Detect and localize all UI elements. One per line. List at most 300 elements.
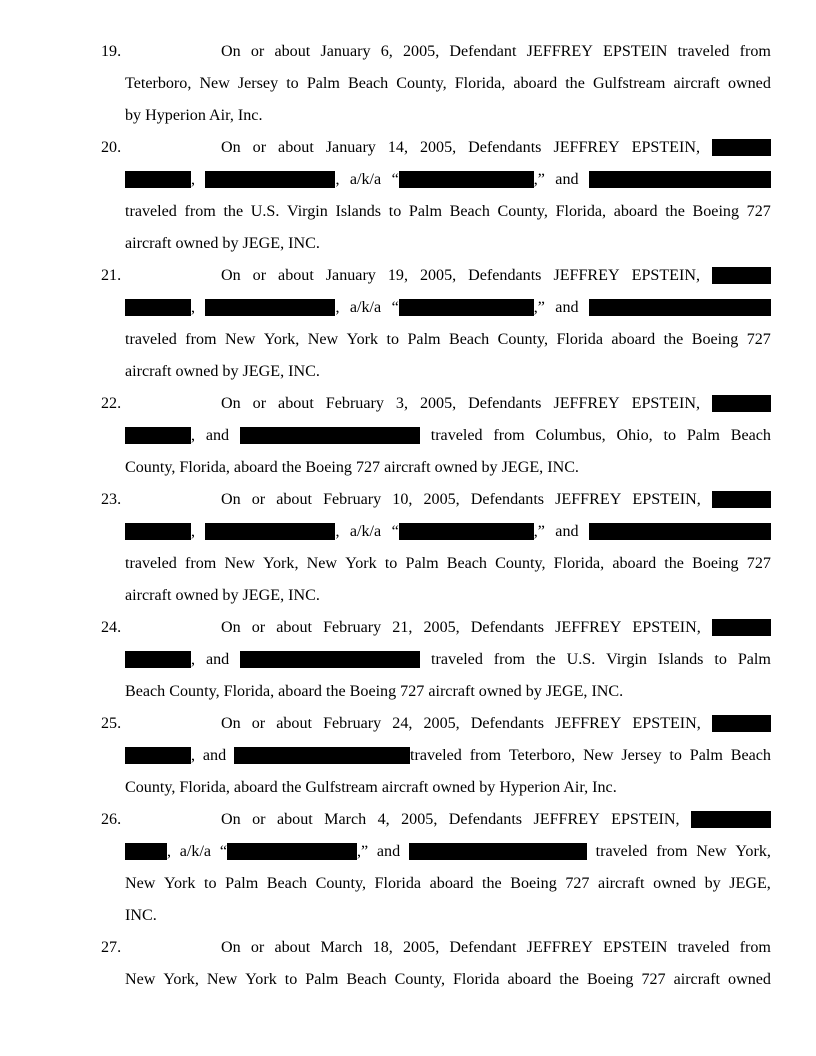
word: On: [221, 491, 241, 508]
paragraph-number: 24.: [101, 619, 122, 636]
text-line: [221, 936, 771, 960]
redaction-block: [589, 523, 771, 540]
word: New: [307, 331, 339, 348]
word: ,: [125, 168, 195, 192]
word: Palm: [408, 203, 442, 220]
word: a/k/a: [349, 171, 382, 188]
text-line: [125, 648, 771, 672]
word: New: [696, 843, 727, 860]
word: EPSTEIN,: [631, 395, 701, 412]
word: 4,: [377, 811, 390, 828]
word: [712, 136, 771, 160]
text-line: aircraft owned by JEGE, INC.: [125, 363, 320, 380]
word: Palm: [405, 555, 439, 572]
word: about: [276, 715, 312, 732]
word: Defendants: [470, 715, 545, 732]
text-line: [125, 424, 771, 448]
word: about: [278, 395, 314, 412]
word: traveled: [125, 555, 177, 572]
word: a/k/a: [349, 299, 382, 316]
word: and: [555, 299, 579, 316]
word: EPSTEIN,: [632, 491, 701, 508]
word: the: [559, 971, 579, 988]
word: to: [669, 747, 682, 764]
text-line: [221, 616, 771, 640]
word: the: [663, 331, 684, 348]
word: and: [202, 747, 227, 764]
redaction-block: [399, 523, 534, 540]
word: York: [346, 331, 379, 348]
text-line: [125, 200, 771, 224]
word: JEFFREY: [533, 811, 600, 828]
word: from: [185, 331, 217, 348]
word: March: [324, 811, 367, 828]
word: [712, 264, 771, 288]
word: 3,: [395, 395, 408, 412]
word: traveled: [430, 427, 483, 444]
word: from: [493, 427, 525, 444]
word: 10,: [392, 491, 413, 508]
word: [691, 808, 771, 832]
word: Beach: [266, 875, 308, 892]
word: to: [386, 331, 400, 348]
word: On: [221, 139, 241, 156]
word: owned: [653, 875, 696, 892]
word: Palm: [686, 427, 720, 444]
word: Florida,: [454, 75, 506, 92]
text-line: [125, 72, 771, 96]
word: to: [714, 651, 727, 668]
redaction-block: [125, 523, 191, 540]
word: Jersey: [621, 747, 662, 764]
word: aircraft: [673, 75, 720, 92]
redaction-block: [409, 843, 587, 860]
word: New: [125, 875, 156, 892]
word: aboard: [513, 75, 558, 92]
redaction-block: [399, 171, 534, 188]
word: 21,: [392, 619, 413, 636]
word: County,: [315, 875, 366, 892]
word: and: [205, 651, 230, 668]
redaction-block: [399, 299, 534, 316]
word: JEFFREY: [555, 715, 622, 732]
word: New: [125, 971, 156, 988]
word: Defendants: [468, 267, 542, 284]
word: and: [555, 171, 579, 188]
word: On: [221, 619, 241, 636]
word: York,: [735, 843, 771, 860]
text-line: [125, 296, 771, 320]
word: York,: [262, 555, 299, 572]
word: [712, 616, 771, 640]
word: Beach: [730, 427, 771, 444]
word: Defendants: [470, 491, 545, 508]
word: EPSTEIN: [603, 43, 668, 60]
word: 727: [565, 875, 590, 892]
word: U.S.: [250, 203, 280, 220]
word: and: [555, 523, 579, 540]
word: traveled: [234, 744, 462, 768]
word: Palm: [689, 747, 723, 764]
word: Florida,: [553, 555, 605, 572]
word: EPSTEIN,: [611, 811, 680, 828]
word: Boeing: [510, 875, 557, 892]
word: 2005,: [423, 619, 460, 636]
word: Beach: [730, 747, 771, 764]
word: Teterboro,: [125, 75, 192, 92]
redaction-block: [712, 619, 771, 636]
word: “ ,”: [391, 299, 545, 316]
word: Palm: [305, 971, 339, 988]
redaction-block: [589, 171, 771, 188]
word: Florida: [374, 875, 422, 892]
redaction-block: [712, 395, 771, 412]
text-line: County, Florida, aboard the Boeing 727 aircraft owned by JEGE, INC.: [125, 459, 579, 476]
word: or: [252, 811, 266, 828]
word: or: [251, 715, 266, 732]
text-line: [221, 264, 771, 288]
word: York: [245, 971, 277, 988]
word: aircraft: [673, 971, 721, 988]
text-line: Beach County, Florida, aboard the Boeing 727 aircraft owned by JEGE, INC.: [125, 683, 624, 700]
word: January: [325, 139, 376, 156]
word: to: [284, 971, 298, 988]
word: to: [388, 203, 402, 220]
word: ,: [205, 168, 339, 192]
word: [712, 392, 771, 416]
word: Islands: [657, 651, 704, 668]
word: 14,: [387, 139, 408, 156]
paragraph-number: 19.: [101, 43, 122, 60]
redaction-block: [205, 299, 335, 316]
word: Boeing: [692, 555, 739, 572]
word: [712, 712, 771, 736]
word: Defendants: [448, 811, 523, 828]
text-line: [125, 552, 771, 576]
word: 2005,: [403, 939, 440, 956]
word: JEFFREY: [526, 43, 593, 60]
redaction-block: [240, 651, 420, 668]
word: 2005,: [423, 491, 460, 508]
text-line: [221, 392, 771, 416]
word: or: [250, 939, 265, 956]
word: from: [739, 939, 771, 956]
text-line: [125, 968, 771, 992]
word: JEFFREY: [553, 139, 620, 156]
word: Gulfstream: [592, 75, 666, 92]
word: the: [223, 203, 244, 220]
word: aboard: [613, 203, 658, 220]
word: Virgin: [606, 651, 647, 668]
word: owned: [727, 75, 771, 92]
word: Florida: [556, 331, 603, 348]
word: 2005,: [401, 811, 438, 828]
word: Defendants: [468, 139, 542, 156]
redaction-block: [125, 843, 167, 860]
word: 727: [746, 203, 771, 220]
redaction-block: [125, 747, 191, 764]
word: Palm: [225, 875, 259, 892]
word: New: [583, 747, 614, 764]
paragraph-number: 26.: [101, 811, 122, 828]
word: On: [221, 395, 241, 412]
paragraph-number: 21.: [101, 267, 122, 284]
word: about: [276, 491, 312, 508]
paragraph-number: 23.: [101, 491, 122, 508]
word: to: [204, 875, 217, 892]
word: 727: [641, 971, 666, 988]
word: On: [221, 811, 241, 828]
word: owned: [728, 971, 771, 988]
text-line: aircraft owned by JEGE, INC.: [125, 235, 320, 252]
word: aboard: [611, 331, 656, 348]
word: March: [320, 939, 363, 956]
word: traveled: [595, 843, 648, 860]
word: from: [469, 747, 501, 764]
word: On: [221, 43, 241, 60]
word: Defendant: [449, 43, 517, 60]
word: JEFFREY: [555, 491, 622, 508]
redaction-block: [125, 171, 191, 188]
word: about: [278, 267, 314, 284]
word: ,: [125, 840, 171, 864]
word: U.S.: [566, 651, 596, 668]
word: ,: [125, 648, 195, 672]
word: the: [536, 651, 556, 668]
word: traveled: [125, 331, 177, 348]
word: Palm: [737, 651, 771, 668]
word: ,: [125, 744, 195, 768]
text-line: INC.: [125, 907, 157, 924]
word: “ ,”: [219, 843, 369, 860]
word: ,: [125, 424, 195, 448]
word: New: [206, 971, 238, 988]
word: 2005,: [419, 139, 457, 156]
word: about: [276, 811, 313, 828]
word: [589, 168, 771, 192]
word: a/k/a: [179, 843, 212, 860]
text-line: [125, 520, 771, 544]
text-line: [221, 808, 771, 832]
redaction-block: [125, 651, 191, 668]
word: about: [274, 43, 311, 60]
word: aboard: [612, 555, 657, 572]
word: 727: [746, 331, 771, 348]
word: Palm: [407, 331, 441, 348]
word: 24,: [392, 715, 413, 732]
word: and: [376, 843, 401, 860]
redaction-block: [125, 299, 191, 316]
word: Beach: [449, 203, 490, 220]
word: On: [221, 939, 241, 956]
word: the: [665, 203, 685, 220]
word: 19,: [387, 267, 408, 284]
word: JEGE,: [729, 875, 771, 892]
word: County,: [495, 555, 546, 572]
word: EPSTEIN,: [632, 715, 701, 732]
word: to: [286, 75, 299, 92]
redaction-block: [712, 715, 771, 732]
text-line: aircraft owned by JEGE, INC.: [125, 587, 320, 604]
word: about: [278, 139, 314, 156]
word: Beach: [449, 331, 490, 348]
word: a/k/a: [349, 523, 382, 540]
word: EPSTEIN,: [631, 139, 701, 156]
word: Beach: [346, 971, 387, 988]
word: County,: [497, 331, 549, 348]
word: County,: [497, 203, 548, 220]
word: aboard: [507, 971, 552, 988]
word: [589, 296, 771, 320]
word: or: [251, 491, 266, 508]
text-line: [221, 488, 771, 512]
word: 2005,: [419, 395, 457, 412]
word: “ ,”: [391, 523, 545, 540]
word: Defendant: [449, 939, 517, 956]
word: “ ,”: [391, 171, 545, 188]
word: York,: [263, 331, 300, 348]
word: 2005,: [403, 43, 440, 60]
word: Boeing: [691, 331, 739, 348]
word: from: [184, 203, 216, 220]
word: On: [221, 715, 241, 732]
word: the: [664, 555, 684, 572]
word: February: [323, 619, 382, 636]
word: New: [199, 75, 230, 92]
word: ,: [125, 520, 195, 544]
word: January: [320, 43, 371, 60]
text-line: [125, 872, 771, 896]
text-line: [221, 40, 771, 64]
word: [240, 424, 420, 448]
word: 2005,: [419, 267, 457, 284]
redaction-block: [205, 171, 335, 188]
redaction-block: [712, 139, 771, 156]
paragraph-number: 20.: [101, 139, 122, 156]
word: aboard: [429, 875, 474, 892]
word: Teterboro,: [508, 747, 576, 764]
word: Jersey: [237, 75, 279, 92]
word: or: [252, 395, 267, 412]
word: Boeing: [586, 971, 634, 988]
word: JEFFREY: [553, 267, 620, 284]
word: JEFFREY: [555, 619, 622, 636]
word: the: [482, 875, 502, 892]
word: about: [276, 619, 312, 636]
word: New: [224, 555, 255, 572]
word: from: [739, 43, 771, 60]
word: County,: [394, 971, 445, 988]
word: or: [252, 139, 267, 156]
word: Florida,: [555, 203, 607, 220]
paragraph-number: 22.: [101, 395, 122, 412]
word: traveled: [431, 651, 483, 668]
word: Columbus,: [535, 427, 606, 444]
redaction-block: [205, 523, 335, 540]
word: February: [325, 395, 384, 412]
text-line: by Hyperion Air, Inc.: [125, 107, 263, 124]
redaction-block: [240, 427, 420, 444]
word: EPSTEIN,: [631, 267, 701, 284]
text-line: [125, 744, 771, 768]
redaction-block: [589, 299, 771, 316]
word: Defendants: [468, 395, 542, 412]
redaction-block: [691, 811, 771, 828]
word: about: [274, 939, 311, 956]
word: Beach: [347, 75, 389, 92]
word: 2005,: [423, 715, 460, 732]
word: traveled: [677, 939, 730, 956]
word: 6,: [380, 43, 393, 60]
redaction-block: [125, 427, 191, 444]
word: from: [656, 843, 688, 860]
text-line: [125, 168, 771, 192]
word: New: [306, 555, 338, 572]
text-line: [125, 840, 771, 864]
word: to: [663, 427, 677, 444]
word: Islands: [335, 203, 382, 220]
word: February: [323, 715, 382, 732]
word: traveled: [125, 203, 177, 220]
word: Florida: [452, 971, 500, 988]
word: JEFFREY: [553, 395, 620, 412]
word: Virgin: [287, 203, 328, 220]
redaction-block: [227, 843, 357, 860]
word: York: [345, 555, 377, 572]
word: aircraft: [598, 875, 645, 892]
word: February: [323, 491, 382, 508]
redaction-block: [712, 491, 771, 508]
word: ,: [205, 296, 339, 320]
word: from: [184, 555, 217, 572]
text-line: [221, 712, 771, 736]
word: or: [250, 43, 265, 60]
word: the: [565, 75, 585, 92]
word: 727: [746, 555, 771, 572]
word: [409, 840, 587, 864]
word: [589, 520, 771, 544]
word: ,: [205, 520, 339, 544]
word: ,: [125, 296, 195, 320]
word: or: [251, 619, 266, 636]
word: by: [704, 875, 721, 892]
word: January: [325, 267, 376, 284]
word: Ohio,: [616, 427, 653, 444]
paragraph-number: 27.: [101, 939, 122, 956]
word: 18,: [372, 939, 393, 956]
word: JEFFREY: [526, 939, 593, 956]
word: York: [163, 875, 196, 892]
paragraph-number: 25.: [101, 715, 122, 732]
word: EPSTEIN,: [632, 619, 701, 636]
word: [240, 648, 420, 672]
text-line: County, Florida, aboard the Gulfstream aircraft owned by Hyperion Air, Inc.: [125, 779, 617, 796]
word: traveled: [677, 43, 730, 60]
word: Palm: [306, 75, 340, 92]
word: Defendants: [470, 619, 545, 636]
redaction-block: [234, 747, 410, 764]
word: On: [221, 267, 241, 284]
word: and: [205, 427, 230, 444]
word: Beach: [446, 555, 487, 572]
text-line: [221, 136, 771, 160]
word: New: [225, 331, 256, 348]
word: or: [252, 267, 267, 284]
word: [712, 488, 771, 512]
word: EPSTEIN: [603, 939, 668, 956]
text-line: [125, 328, 771, 352]
redaction-block: [712, 267, 771, 284]
